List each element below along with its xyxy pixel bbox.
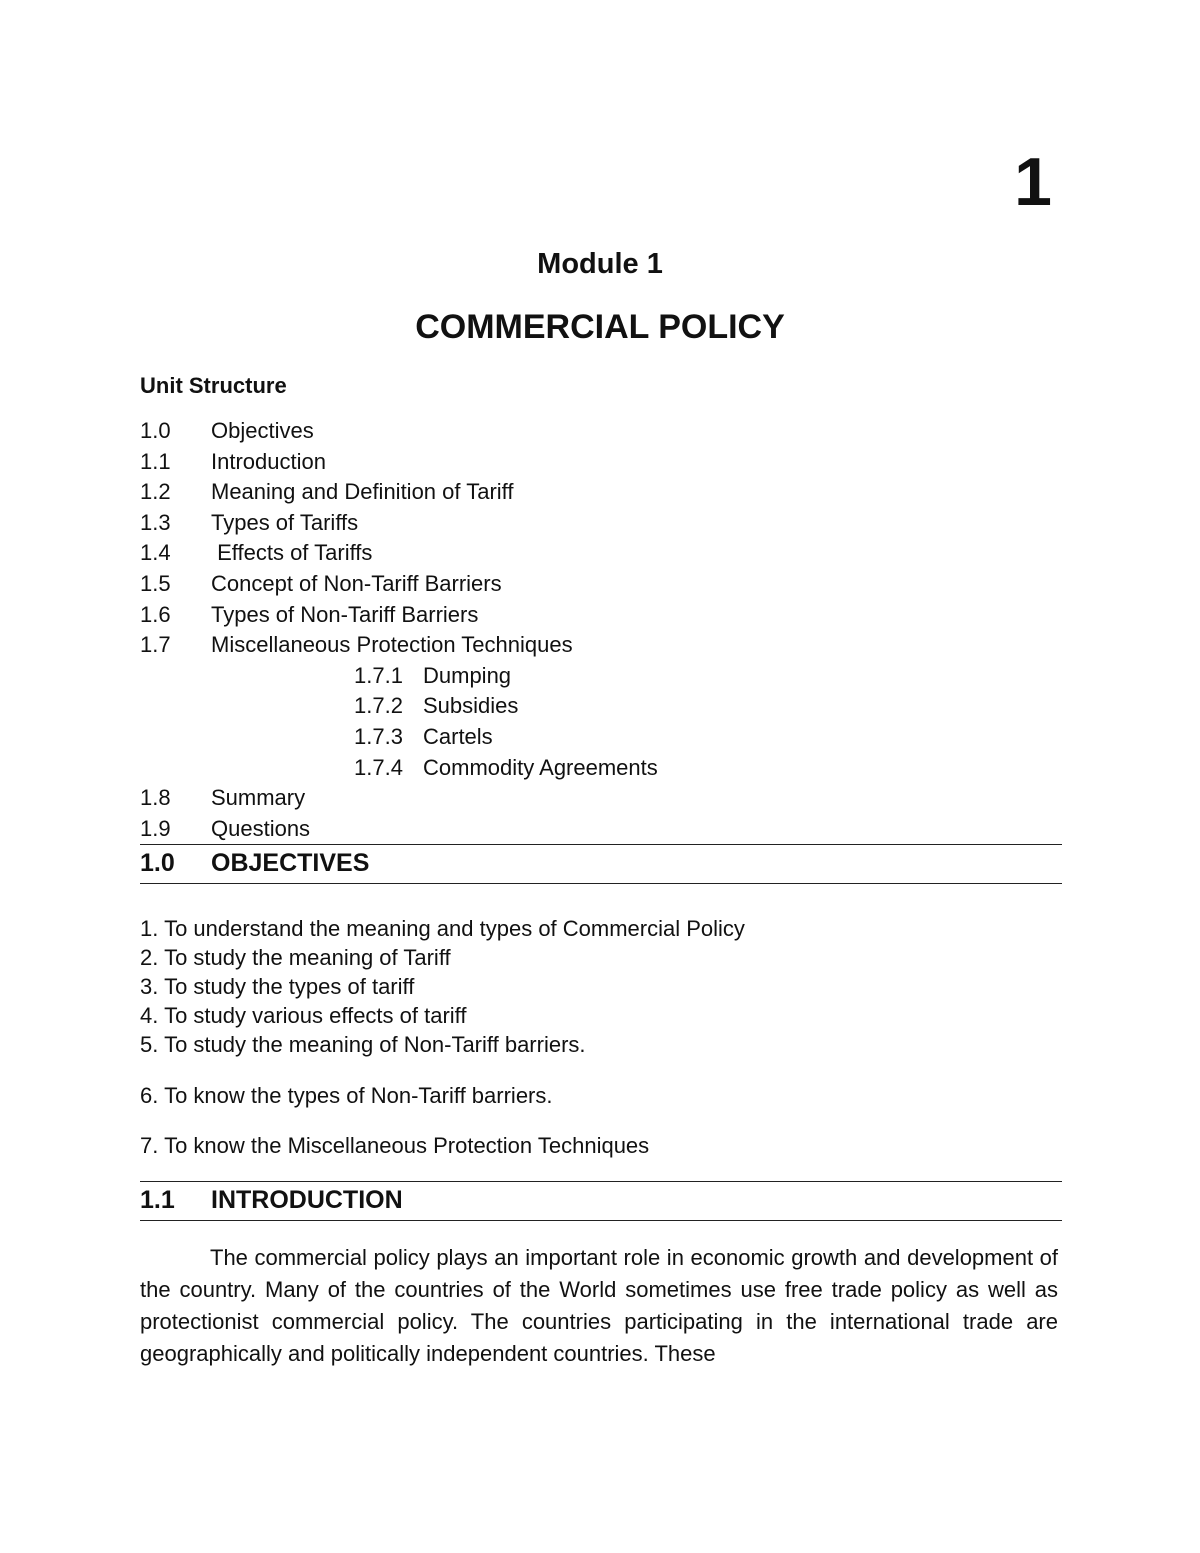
toc-item-label: Questions xyxy=(211,815,311,841)
section-title: INTRODUCTION xyxy=(211,1186,403,1214)
toc-item-label: Commodity Agreements xyxy=(423,754,658,780)
toc-item-label: Types of Non-Tariff Barriers xyxy=(211,601,479,627)
toc-item-number: 1.7.3 xyxy=(354,723,403,749)
toc-item-number: 1.9 xyxy=(140,815,171,841)
toc-item-label: Dumping xyxy=(423,662,512,688)
objective-item: 6. To know the types of Non-Tariff barriers. xyxy=(140,1083,553,1108)
introduction-section-heading xyxy=(140,1181,1062,1221)
toc-item-label: Subsidies xyxy=(423,693,519,719)
toc-item-number: 1.1 xyxy=(140,448,171,474)
objective-item: 3. To study the types of tariff xyxy=(140,974,415,999)
toc-item-label: Miscellaneous Protection Techniques xyxy=(211,632,573,658)
objective-item: 5. To study the meaning of Non-Tariff barriers. xyxy=(140,1032,586,1057)
objective-item: 4. To study various effects of tariff xyxy=(140,1003,467,1028)
toc-item-number: 1.8 xyxy=(140,785,171,811)
objectives-list xyxy=(140,914,745,1160)
objectives-section-heading xyxy=(140,844,1062,884)
toc-item-label: Objectives xyxy=(211,418,314,443)
toc-item-label: Types of Tariffs xyxy=(211,509,359,535)
module-title: Module 1 xyxy=(537,248,663,280)
toc-item-label: Meaning and Definition of Tariff xyxy=(211,479,514,505)
toc-item-number: 1.6 xyxy=(140,601,171,627)
section-number: 1.0 xyxy=(140,849,175,877)
toc-item-number: 1.7.4 xyxy=(354,754,403,780)
page-number: 1 xyxy=(1014,144,1052,220)
objective-item: 7. To know the Miscellaneous Protection Techniques xyxy=(140,1133,650,1158)
toc-item-label: Summary xyxy=(211,785,306,811)
page-title: COMMERCIAL POLICY xyxy=(415,308,785,346)
toc-item-label: Concept of Non-Tariff Barriers xyxy=(211,570,502,596)
toc-item-number: 1.4 xyxy=(140,540,171,566)
toc-item-label: Effects of Tariffs xyxy=(211,540,373,566)
objective-item: 2. To study the meaning of Tariff xyxy=(140,945,451,970)
introduction-paragraph: The commercial policy plays an important role in economic growth and development of the country. Many of the countries of the World sometimes use free trade policy as well as protectionist commercial policy. The countries participating in the international trade are geographically and politically independent countries. These xyxy=(140,1245,1058,1366)
toc-item-number: 1.7.2 xyxy=(354,693,403,719)
objective-item: 1. To understand the meaning and types of Commercial Policy xyxy=(140,916,745,941)
toc-item-label: Cartels xyxy=(423,723,493,749)
unit-structure-heading: Unit Structure xyxy=(140,373,287,398)
section-title: OBJECTIVES xyxy=(211,849,370,877)
toc-item-number: 1.3 xyxy=(140,509,171,535)
toc-item-number: 1.2 xyxy=(140,479,171,505)
toc-item-number: 1.0 xyxy=(140,418,171,443)
toc-item-number: 1.7 xyxy=(140,632,171,658)
toc-item-number: 1.5 xyxy=(140,570,171,596)
toc-item-label: Introduction xyxy=(211,448,326,474)
section-number: 1.1 xyxy=(140,1186,175,1214)
toc-item-number: 1.7.1 xyxy=(354,662,403,688)
